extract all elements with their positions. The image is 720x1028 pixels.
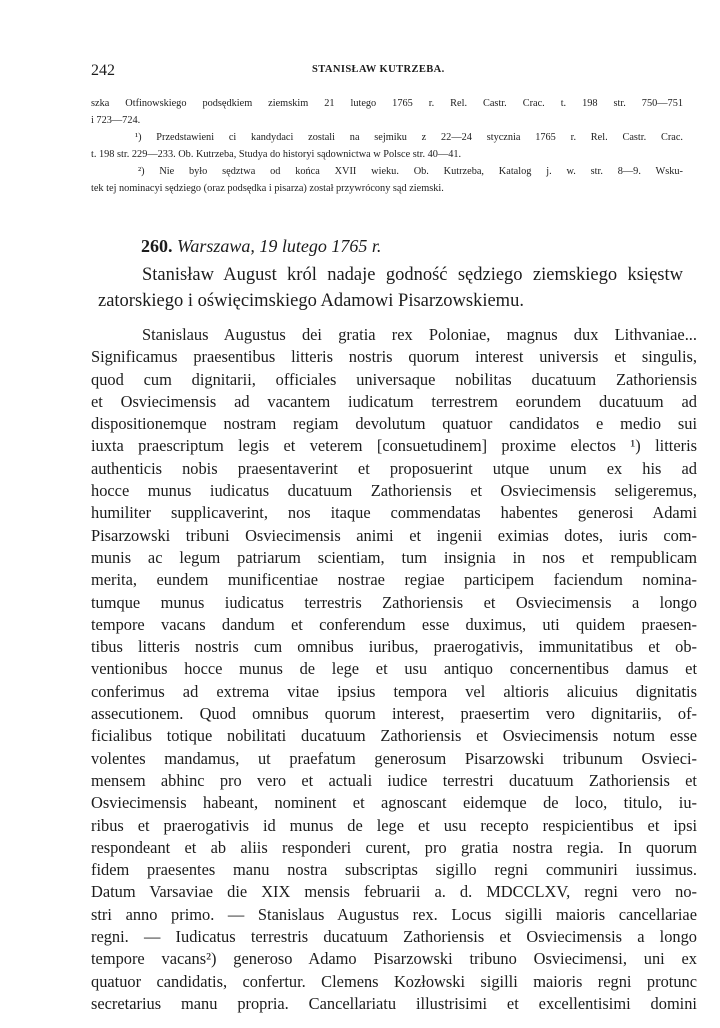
body-line: tibus litteris nostris cum omnibus iuribus, praerogativis, immunitatibus et ob- [91, 637, 697, 657]
body-line: authenticis nobis praesentaverint et proposuerint utque unum ex his ad [91, 458, 697, 478]
footnote-2-line: tek tej nominacyi sędziego (oraz podsędka i pisarza) został przywrócony sąd ziemski. [91, 183, 444, 194]
document-place-date: Warszawa, 19 lutego 1765 r. [177, 236, 382, 256]
body-line: assecutionem. Quod omnibus quorum interest, praesertim vero dignitariis, of- [91, 704, 697, 724]
footnote-1-line: t. 198 str. 229—233. Ob. Kutrzeba, Studya do historyi sądownictwa w Polsce str. 40—41. [91, 149, 462, 160]
summary-line: zatorskiego i oświęcimskiego Adamowi Pisarzowskiemu. [98, 291, 524, 311]
footnote-continuation-line: i 723—724. [91, 115, 141, 126]
body-line: ribus et praerogativis id munus de lege et usu recepto respicientibus et ipsi [91, 815, 697, 835]
body-line: fidem praesentes manu nostra subscriptas sigillo regni communiri iussimus. [91, 860, 697, 880]
body-line: tempore vacans²) generoso Adamo Pisarzowski tribuno Osviecimensi, uni ex [91, 949, 697, 969]
body-line: Datum Varsaviae die XIX mensis februarii a. d. MDCCLXV, regni vero no- [91, 882, 697, 902]
footnote-continuation-line: szka Otfinowskiego podsędkiem ziemskim 21 lutego 1765 r. Rel. Castr. Crac. t. 198 str. 750—751 [91, 98, 683, 109]
document-heading [141, 236, 381, 257]
footnote-1-line: ¹) Przedstawieni ci kandydaci zostali na sejmiku z 22—24 stycznia 1765 r. Rel. Castr. Crac. [135, 132, 683, 143]
document-body [91, 324, 697, 1015]
body-line: regni. — Iudicatus terrestris ducatuum Zathoriensis et Osviecimensis a longo [91, 927, 697, 947]
body-line: secretarius manu propria. Cancellariatu illustrisimi et excellentisimi domini [91, 993, 697, 1013]
page-number: 242 [91, 62, 115, 79]
footnote-2-line: ²) Nie było sędztwa od końca XVII wieku. Ob. Kutrzeba, Katalog j. w. str. 8—9. Wsku- [138, 166, 683, 177]
body-line: hocce munus iudicatus ducatuum Zathoriensis et Osviecimensis seligeremus, [91, 481, 697, 501]
body-line: volentes mandamus, ut praefatum generosum Pisarzowski tribunum Osvieci- [91, 748, 697, 768]
body-line: mensem abhinc pro vero et actuali iudice terrestri ducatuum Zathoriensis et [91, 770, 697, 790]
summary-line: Stanisław August król nadaje godność sędziego ziemskiego księstw [142, 265, 683, 285]
body-line: Stanislaus Augustus dei gratia rex Poloniae, magnus dux Lithvaniae... [142, 325, 697, 344]
body-line: Significamus praesentibus litteris nostris quorum interest universis et singulis, [91, 347, 697, 367]
body-line: iuxta praescriptum legis et veterem [consuetudinem] proxime electos ¹) litteris [91, 436, 697, 456]
body-line: Pisarzowski tribuni Osviecimensis animi et ingenii eximias dotes, iuris com- [91, 525, 697, 545]
body-line: dispositionemque nostram regiam devolutum quatuor candidatos e medio sui [91, 414, 697, 434]
body-line: munis ac legum patriarum scientiam, tum insignia in nos et rempublicam [91, 547, 697, 567]
body-line: ventionibus hocce munus de lege et usu antiquo concernentibus damus et [91, 659, 697, 679]
body-line: ficialibus totique nobilitati ducatuum Zathoriensis et Osviecimensis notum esse [91, 726, 697, 746]
document-number: 260. [141, 236, 173, 256]
footnotes [91, 95, 683, 197]
body-line: conferimus ad extrema vitae ipsius tempora vel altioris alicuius dignitatis [91, 681, 697, 701]
body-line: Osviecimensis habeant, nominent et agnoscant eidemque de loco, titulo, iu- [91, 793, 697, 813]
running-title: STANISŁAW KUTRZEBA. [312, 64, 445, 75]
body-line: tumque munus iudicatus terrestris Zathoriensis et Osviecimensis a longo [91, 592, 697, 612]
body-line: quod cum dignitarii, officiales universaque nobilitas ducatuum Zathoriensis [91, 369, 697, 389]
body-line: humiliter supplicaverint, nos itaque commendatas habentes generosi Adami [91, 503, 697, 523]
body-line: merita, eundem munificentiae nostrae regiae participem faciendum nomina- [91, 570, 697, 590]
body-line: quatuor candidatis, confertur. Clemens Kozłowski sigilli maioris regni protunc [91, 971, 697, 991]
body-line: stri anno primo. — Stanislaus Augustus rex. Locus sigilli maioris cancellariae [91, 904, 697, 924]
document-summary [98, 262, 683, 314]
body-line: respondeant et ab aliis responderi curent, pro gratia nostra regia. In quorum [91, 837, 697, 857]
body-line: tempore vacans dandum et conferendum esse duximus, uti quidem praesen- [91, 614, 697, 634]
body-line: et Osviecimensis ad vacantem iudicatum terrestrem eorundem ducatuum ad [91, 391, 697, 411]
